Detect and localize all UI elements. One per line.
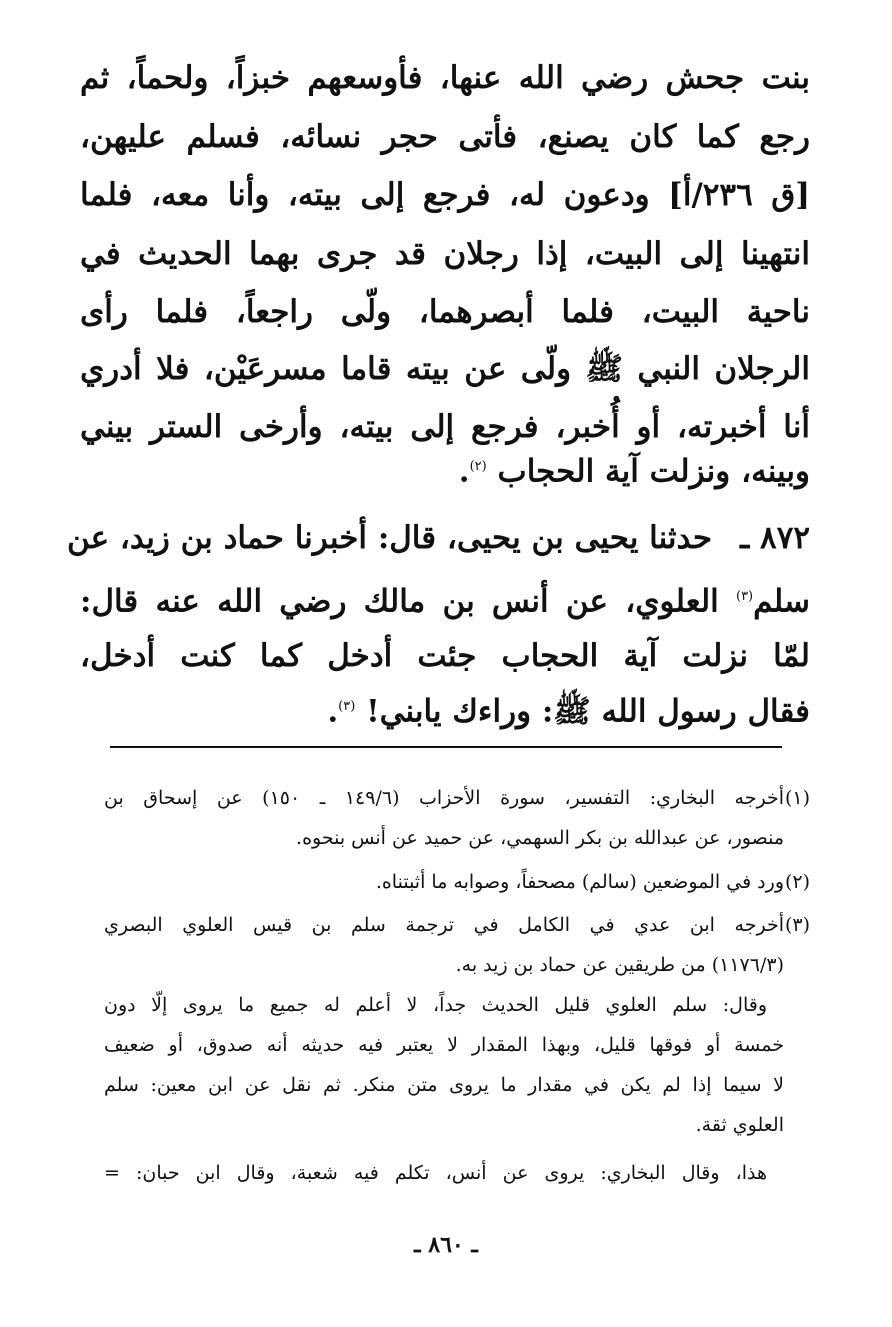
hadith-text: العلوي، عن أنس بن مالك رضي الله عنه قال: xyxy=(80,583,719,620)
footnote-line: وقال: سلم العلوي قليل الحديث جداً، لا أعلم له جميع ما يروى إلّا دون xyxy=(104,994,767,1016)
footnote-line: (١١٧٦/٣) من طريقين عن حماد بن زيد به. xyxy=(455,954,784,976)
punctuation: . xyxy=(327,693,339,730)
text-line-last xyxy=(459,447,810,491)
footnote-line: أخرجه ابن عدي في الكامل في ترجمة سلم بن قيس العلوي البصري xyxy=(104,914,784,936)
footnote-line: لا سيما إذا لم يكن في مقدار ما يروى متن منكر. ثم نقل عن ابن معين: سلم xyxy=(104,1074,784,1096)
footnote-number: (١) xyxy=(784,787,810,809)
footnote-number: (٢) xyxy=(784,871,810,893)
narrator-name: سلم xyxy=(753,583,810,620)
text-line: رجع كما كان يصنع، فأتى حجر نسائه، فسلم عليهن، xyxy=(80,119,810,155)
footnote-ref: (٣) xyxy=(338,699,356,714)
footnote-line: منصور، عن عبدالله بن بكر السهمي، عن حميد عن أنس بنحوه. xyxy=(296,827,784,849)
hadith-text: فقال رسول الله ﷺ: وراءك يابني! xyxy=(366,693,810,730)
footnote-divider xyxy=(110,746,782,748)
footnote-line: أخرجه البخاري: التفسير، سورة الأحزاب (١٤٩/٦ ـ ١٥٠) عن إسحاق بن xyxy=(104,787,784,809)
footnote-line: العلوي ثقة. xyxy=(695,1114,784,1136)
hadith-number: ٨٧٢ ـ xyxy=(740,520,810,556)
text-line: وبينه، ونزلت آية الحجاب xyxy=(497,453,810,490)
text-line: أنا أخبرته، أو أُخبر، فرجع إلى بيته، وأرخى الستر بيني xyxy=(80,409,810,445)
footnote-line: ورد في الموضعين (سالم) مصحفاً، وصوابه ما أثبتناه. xyxy=(375,871,784,893)
footnote-ref: (٢) xyxy=(469,459,487,474)
text-line: بنت جحش رضي الله عنها، فأوسعهم خبزاً، ولحماً، ثم xyxy=(80,60,810,96)
punctuation: . xyxy=(458,453,470,490)
text-line: [ق ٢٣٦/أ] ودعون له، فرجع إلى بيته، وأنا معه، فلما xyxy=(80,177,810,213)
footnote-number: (٣) xyxy=(784,914,810,936)
hadith-line: لمّا نزلت آية الحجاب جئت أدخل كما كنت أدخل، xyxy=(80,638,810,674)
text-line: الرجلان النبي ﷺ ولّى عن بيته قاما مسرعَيْن، فلا أدري xyxy=(80,351,810,387)
hadith-line-last xyxy=(327,687,810,731)
text-line: انتهينا إلى البيت، إذا رجلان قد جرى بهما الحديث في xyxy=(80,236,810,272)
hadith-line: حدثنا يحيى بن يحيى، قال: أخبرنا حماد بن زيد، عن xyxy=(67,520,712,556)
footnote-line: خمسة أو فوقها قليل، وبهذا المقدار لا يعتبر فيه حديثه أنه صدوق، أو ضعيف xyxy=(104,1034,784,1056)
page-number: ـ ٨٦٠ ـ xyxy=(414,1232,478,1258)
footnote-ref: (٣) xyxy=(735,589,754,604)
hadith-line xyxy=(80,577,810,621)
text-line: ناحية البيت، فلما أبصرهما، ولّى راجعاً، فلما رأى xyxy=(80,294,810,330)
footnote-line: هذا، وقال البخاري: يروى عن أنس، تكلم فيه شعبة، وقال ابن حبان: = xyxy=(104,1162,767,1184)
